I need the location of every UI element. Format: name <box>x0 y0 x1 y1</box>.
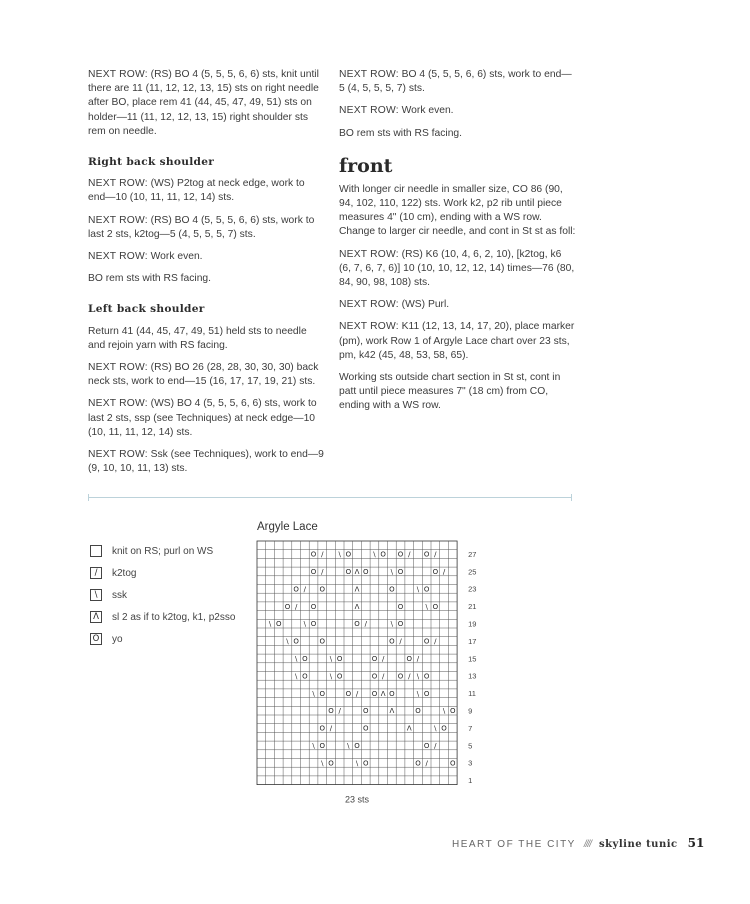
legend-label: k2tog <box>112 567 137 579</box>
ssk-icon: \ <box>90 589 102 601</box>
ssk-stitch: \ <box>303 620 307 629</box>
yarn-over-stitch: O <box>302 655 308 663</box>
ssk-stitch: \ <box>355 759 359 768</box>
yarn-over-stitch: O <box>302 672 308 681</box>
row-number-label: 17 <box>468 636 477 646</box>
row-number-label: 11 <box>468 689 476 699</box>
yarn-over-stitch: O <box>423 637 430 646</box>
instruction-paragraph: NEXT ROW: K11 (12, 13, 14, 17, 20), place marker (pm), work Row 1 of Argyle Lace chart over 23 sts, pm, k42 (45, 48, 53, 58, 65). <box>339 321 575 361</box>
instruction-paragraph: NEXT ROW: Work even. <box>339 105 454 117</box>
instruction-paragraph: NEXT ROW: (WS) P2tog at neck edge, work to end—10 (10, 11, 11, 12, 14) sts. <box>88 178 305 204</box>
section-divider <box>88 497 572 498</box>
instruction-paragraph: NEXT ROW: BO 4 (5, 5, 5, 6, 6) sts, work to end—5 (4, 5, 5, 5, 7) sts. <box>339 69 572 95</box>
yarn-over-stitch: O <box>319 689 326 698</box>
yarn-over-stitch: O <box>397 602 404 611</box>
separator-mark: //// <box>583 839 591 850</box>
yarn-over-stitch: O <box>432 602 439 611</box>
yarn-over-stitch: O <box>371 672 378 681</box>
pattern-title: skyline tunic <box>598 839 678 850</box>
instruction-paragraph: NEXT ROW: (RS) K6 (10, 4, 6, 2, 10), [k2tog, k6 (6, 7, 6, 7, 6)] 10 (10, 10, 12, 12, 14) times—76 (80, 84, 90, 98, 108) sts. <box>339 248 575 289</box>
yarn-over-stitch: O <box>336 655 343 663</box>
ssk-stitch: \ <box>442 707 446 716</box>
yarn-over-stitch: O <box>371 689 378 698</box>
row-number-label: 25 <box>468 567 477 577</box>
instruction-paragraph: NEXT ROW: (WS) Purl. <box>339 299 450 311</box>
chart-legend <box>90 540 235 650</box>
yarn-over-stitch: O <box>397 568 404 576</box>
yarn-over-stitch: O <box>362 707 369 716</box>
left-column <box>88 68 324 484</box>
ssk-stitch: \ <box>416 672 420 681</box>
double-decrease-stitch: Λ <box>389 707 395 716</box>
legend-label: yo <box>112 633 123 645</box>
yarn-over-stitch: O <box>284 602 291 611</box>
yarn-over-stitch: O <box>371 655 378 663</box>
yarn-over-stitch: O <box>423 742 430 750</box>
yarn-over-stitch: O <box>336 672 343 681</box>
yarn-over-stitch: O <box>389 585 395 594</box>
double-decrease-stitch: Λ <box>354 568 360 576</box>
ssk-stitch: \ <box>321 759 324 768</box>
yarn-over-stitch: O <box>354 620 360 629</box>
legend-item-double-decrease <box>90 606 235 628</box>
ssk-stitch: \ <box>416 689 420 698</box>
yarn-over-stitch: O <box>423 585 430 594</box>
row-number-label: 15 <box>468 654 477 664</box>
legend-item-k2tog <box>90 562 235 584</box>
k2tog-stitch: / <box>294 602 298 611</box>
left-back-shoulder-heading: Left back shoulder <box>88 303 205 316</box>
k2tog-stitch: / <box>321 568 324 576</box>
yarn-over-stitch: O <box>397 672 404 681</box>
ssk-stitch: \ <box>390 568 394 576</box>
ssk-stitch: \ <box>373 550 376 559</box>
yarn-over-stitch: O <box>432 568 439 576</box>
instruction-paragraph: BO rem sts with RS facing. <box>88 273 212 285</box>
instruction-paragraph: NEXT ROW: (RS) BO 4 (5, 5, 5, 6, 6) sts, work to last 2 sts, k2tog—5 (4, 5, 5, 5, 7) sts. <box>88 214 315 240</box>
double-decrease-stitch: Λ <box>354 585 360 594</box>
row-number-label: 21 <box>468 602 477 612</box>
k2tog-stitch: / <box>321 550 324 559</box>
yarn-over-stitch: O <box>441 724 447 733</box>
ssk-stitch: \ <box>347 742 350 750</box>
page-number: 51 <box>687 836 705 850</box>
book-title: HEART OF THE CITY <box>452 839 576 850</box>
double-decrease-stitch: Λ <box>354 602 360 611</box>
row-number-label: 19 <box>468 619 477 629</box>
k2tog-icon: / <box>90 567 102 579</box>
yarn-over-stitch: O <box>362 724 369 733</box>
legend-item-yo <box>90 628 235 650</box>
k2tog-stitch: / <box>408 672 411 681</box>
instruction-paragraph: NEXT ROW: Ssk (see Techniques), work to end—9 (9, 10, 10, 11, 13) sts. <box>88 449 324 475</box>
ssk-stitch: \ <box>268 620 272 629</box>
k2tog-stitch: / <box>425 759 428 768</box>
instruction-paragraph: NEXT ROW: (RS) BO 26 (28, 28, 30, 30, 30) back neck sts, work to end—15 (16, 17, 17, 19, 21) sts. <box>88 362 319 388</box>
blank-square-icon <box>90 545 102 557</box>
k2tog-stitch: / <box>381 655 385 663</box>
row-number-label: 3 <box>468 758 473 768</box>
yarn-over-stitch: O <box>345 550 352 559</box>
yarn-over-stitch: O <box>423 672 430 681</box>
ssk-stitch: \ <box>390 620 394 629</box>
yarn-over-stitch: O <box>319 724 326 733</box>
double-decrease-stitch: Λ <box>380 689 386 698</box>
yarn-over-stitch: O <box>275 620 282 629</box>
k2tog-stitch: / <box>303 585 307 594</box>
row-number-label: 27 <box>468 549 477 559</box>
legend-item-ssk <box>90 584 235 606</box>
k2tog-stitch: / <box>338 707 341 716</box>
instruction-paragraph: BO rem sts with RS facing. <box>339 127 463 139</box>
double-decrease-stitch: Λ <box>406 724 412 733</box>
ssk-stitch: \ <box>434 724 437 733</box>
legend-label: sl 2 as if to k2tog, k1, p2sso <box>112 611 236 623</box>
yarn-over-stitch: O <box>423 689 430 698</box>
yarn-over-stitch: O <box>362 568 369 576</box>
k2tog-stitch: / <box>434 550 437 559</box>
argyle-lace-chart <box>250 536 490 812</box>
k2tog-stitch: / <box>399 637 402 646</box>
k2tog-stitch: / <box>434 742 437 750</box>
yarn-over-stitch: O <box>293 637 299 646</box>
yarn-over-stitch: O <box>319 637 326 646</box>
yarn-over-stitch: O <box>397 620 404 629</box>
chart-title: Argyle Lace <box>257 521 318 533</box>
right-column <box>339 68 576 422</box>
ssk-stitch: \ <box>425 602 428 611</box>
legend-label: ssk <box>112 589 127 601</box>
yarn-over-stitch: O <box>328 707 334 716</box>
ssk-stitch: \ <box>312 689 315 698</box>
legend-item-knit <box>90 540 235 562</box>
yarn-over-stitch: O <box>406 655 413 663</box>
k2tog-stitch: / <box>381 672 385 681</box>
k2tog-stitch: / <box>364 620 367 629</box>
row-number-label: 7 <box>468 723 473 733</box>
ssk-stitch: \ <box>329 672 333 681</box>
yarn-over-icon: O <box>90 633 102 645</box>
yarn-over-stitch: O <box>310 620 317 629</box>
ssk-stitch: \ <box>416 585 420 594</box>
yarn-over-stitch: O <box>328 759 334 768</box>
double-decrease-icon: Λ <box>90 611 102 623</box>
yarn-over-stitch: O <box>319 585 326 594</box>
instruction-paragraph: NEXT ROW: (WS) BO 4 (5, 5, 5, 6, 6) sts, work to last 2 sts, ssp (see Techniques) at neck edge—10 (10, 11, 11, 12, 14) sts. <box>88 398 317 438</box>
right-back-shoulder-heading: Right back shoulder <box>88 156 215 169</box>
yarn-over-stitch: O <box>449 707 456 716</box>
row-number-label: 5 <box>468 741 473 751</box>
yarn-over-stitch: O <box>389 637 395 646</box>
ssk-stitch: \ <box>329 655 333 663</box>
yarn-over-stitch: O <box>362 759 369 768</box>
yarn-over-stitch: O <box>310 568 317 576</box>
k2tog-stitch: / <box>416 655 420 663</box>
page-footer <box>452 836 704 850</box>
yarn-over-stitch: O <box>310 550 317 559</box>
instruction-paragraph: With longer cir needle in smaller size, CO 86 (90, 94, 102, 110, 122) sts. Work k2, p2 rib until piece measures 4" (10 cm), ending with a WS row. Change to larger cir needle, and cont in St st as foll: <box>339 183 576 238</box>
front-heading: front <box>339 154 393 177</box>
k2tog-stitch: / <box>442 568 446 576</box>
stitch-count-label: 23 sts <box>345 794 370 805</box>
instruction-paragraph: NEXT ROW: (RS) BO 4 (5, 5, 5, 6, 6) sts, knit until there are 11 (11, 12, 12, 13, 15) sts on right needle after BO, place rem 41 (44, 45, 47, 49, 51) sts on holder—11 (11, 12, 12, 13, 15) right shoulder sts rem on needle. <box>88 69 319 137</box>
yarn-over-stitch: O <box>423 550 430 559</box>
yarn-over-stitch: O <box>354 742 360 750</box>
instruction-paragraph: NEXT ROW: Work even. <box>88 251 203 263</box>
row-number-label: 9 <box>468 706 473 716</box>
k2tog-stitch: / <box>408 550 411 559</box>
yarn-over-stitch: O <box>319 742 326 750</box>
yarn-over-stitch: O <box>415 707 421 716</box>
yarn-over-stitch: O <box>415 759 421 768</box>
legend-label: knit on RS; purl on WS <box>112 545 214 557</box>
yarn-over-stitch: O <box>293 585 299 594</box>
yarn-over-stitch: O <box>449 759 456 768</box>
yarn-over-stitch: O <box>380 550 386 559</box>
ssk-stitch: \ <box>294 655 298 663</box>
yarn-over-stitch: O <box>345 689 352 698</box>
k2tog-stitch: / <box>434 637 437 646</box>
k2tog-stitch: / <box>329 724 333 733</box>
ssk-stitch: \ <box>312 742 315 750</box>
ssk-stitch: \ <box>338 550 341 559</box>
row-number-label: 1 <box>468 776 473 786</box>
k2tog-stitch: / <box>355 689 359 698</box>
yarn-over-stitch: O <box>389 689 395 698</box>
instruction-paragraph: Working sts outside chart section in St st, cont in patt until piece measures 7" (18 cm) from CO, ending with a WS row. <box>339 372 561 412</box>
yarn-over-stitch: O <box>310 602 317 611</box>
row-number-label: 23 <box>468 584 477 594</box>
ssk-stitch: \ <box>286 637 289 646</box>
yarn-over-stitch: O <box>345 568 352 576</box>
row-number-label: 13 <box>468 671 477 681</box>
ssk-stitch: \ <box>294 672 298 681</box>
yarn-over-stitch: O <box>397 550 404 559</box>
instruction-paragraph: Return 41 (44, 45, 47, 49, 51) held sts to needle and rejoin yarn with RS facing. <box>88 325 307 351</box>
